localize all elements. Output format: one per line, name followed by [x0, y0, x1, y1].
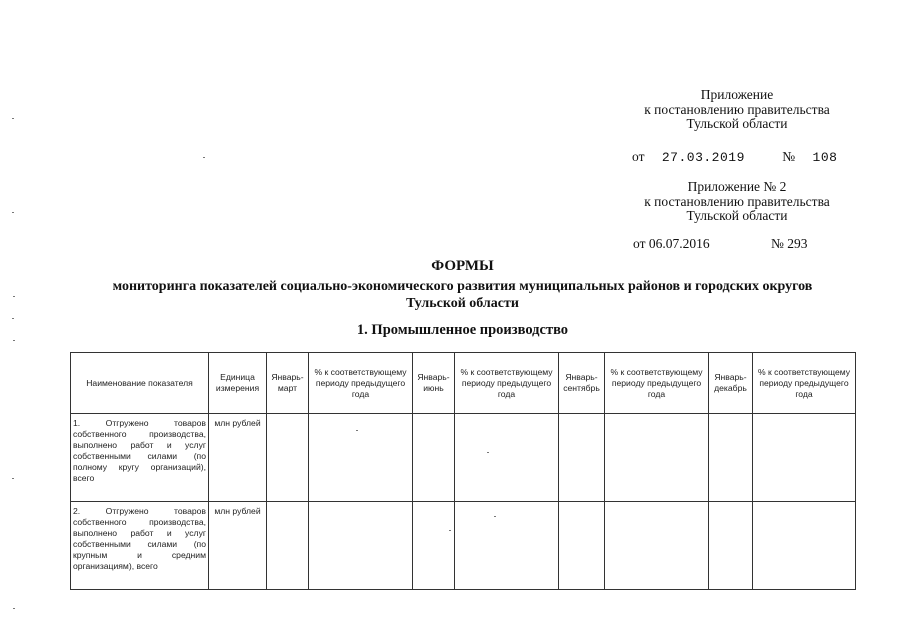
value-cell [559, 414, 605, 502]
decree-number-sign: № [770, 236, 784, 251]
column-header: % к соответствующему периоду предыдущего года [309, 353, 413, 414]
appendix-header-current [622, 88, 852, 132]
column-header: Январь-сентябрь [559, 353, 605, 414]
table-header-row [71, 353, 856, 414]
value-cell [267, 502, 309, 590]
appendix-region: Тульской области [686, 208, 788, 223]
value-cell [455, 414, 559, 502]
decree-number: 108 [812, 150, 838, 165]
decree-from-label: от [633, 236, 646, 251]
value-cell [605, 414, 709, 502]
decree-number-sign: № [782, 149, 796, 164]
value-cell [605, 502, 709, 590]
value-cell [309, 414, 413, 502]
appendix-label: Приложение № 2 [687, 179, 787, 194]
indicator-unit: млн рублей [209, 502, 267, 590]
indicator-unit: млн рублей [209, 414, 267, 502]
value-cell [455, 502, 559, 590]
column-header: Январь-декабрь [709, 353, 753, 414]
document-title: ФОРМЫ [431, 258, 494, 274]
decree-number: 293 [787, 236, 808, 251]
appendix-region: Тульской области [686, 116, 788, 131]
column-header: % к соответствующему периоду предыдущего года [605, 353, 709, 414]
value-cell [413, 414, 455, 502]
document-subtitle [70, 278, 855, 312]
decree-date: 06.07.2016 [648, 236, 710, 251]
indicator-name: 2. Отгружено товаров собственного производства, выполнено работ и услуг собственными силами (по крупным и средним организациям), всего [71, 502, 209, 590]
column-header: Январь-июнь [413, 353, 455, 414]
monitoring-table [70, 352, 856, 590]
column-header: Январь-март [267, 353, 309, 414]
appendix-header-original [622, 180, 852, 224]
appendix-decree-reference: к постановлению правительства [644, 193, 830, 209]
value-cell [267, 414, 309, 502]
column-header: Единица измерения [209, 353, 267, 414]
indicator-name: 1. Отгружено товаров собственного производства, выполнено работ и услуг собственными силами (по полному кругу организаций), всего [71, 414, 209, 502]
column-header: Наименование показателя [71, 353, 209, 414]
value-cell [309, 502, 413, 590]
decree-from-label: от [632, 149, 645, 164]
value-cell [753, 502, 856, 590]
table-row [71, 502, 856, 590]
table-row [71, 414, 856, 502]
decree-date-line-original [633, 236, 808, 252]
column-header: % к соответствующему периоду предыдущего года [455, 353, 559, 414]
subtitle-line: Тульской области [406, 296, 519, 311]
value-cell [753, 414, 856, 502]
column-header: % к соответствующему периоду предыдущего года [753, 353, 856, 414]
section-title: 1. Промышленное производство [356, 322, 569, 338]
appendix-decree-reference: к постановлению правительства [644, 101, 830, 117]
subtitle-line: мониторинга показателей социально-экономического развития муниципальных районов и городских округов [112, 279, 813, 294]
value-cell [709, 414, 753, 502]
decree-date-line-current [632, 149, 837, 165]
value-cell [559, 502, 605, 590]
value-cell [709, 502, 753, 590]
value-cell [413, 502, 455, 590]
decree-date: 27.03.2019 [661, 150, 745, 165]
appendix-label: Приложение [700, 87, 774, 102]
